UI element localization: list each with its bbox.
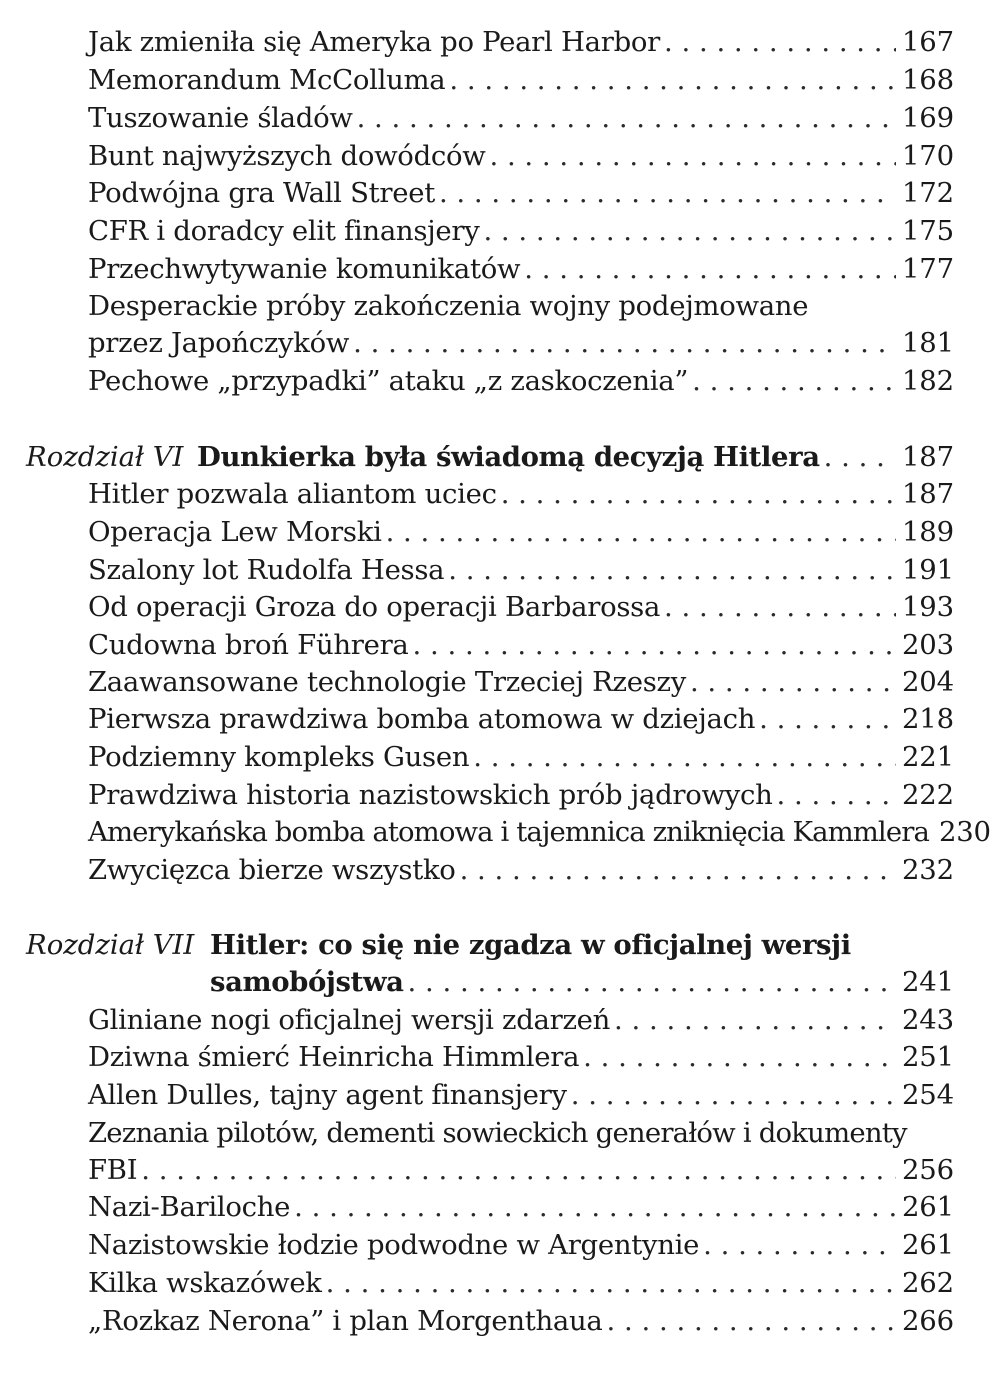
entry-page: 204	[902, 666, 954, 698]
entry-title: Nazi-Bariloche	[88, 1191, 291, 1223]
chapter-label: Rozdział VII	[26, 929, 195, 961]
toc-entry	[0, 61, 1008, 99]
entry-page: 218	[902, 703, 954, 735]
leader-dots	[524, 250, 896, 288]
entry-title: Podziemny kompleks Gusen	[88, 741, 470, 773]
entry-title-line2: przez Japończyków	[88, 327, 350, 359]
leader-dots	[664, 588, 896, 626]
toc-entry	[0, 588, 1008, 626]
entry-page: 266	[902, 1305, 954, 1337]
toc-entry	[0, 174, 1008, 212]
leader-dots	[614, 1001, 896, 1039]
chapter-page: 241	[902, 966, 954, 998]
entry-page: 221	[902, 741, 954, 773]
leader-dots	[489, 137, 896, 175]
chapter-title-line1: Hitler: co się nie zgadza w oficjalnej wersji	[210, 929, 851, 961]
entry-title-line1: Desperackie próby zakończenia wojny podejmowane	[88, 290, 809, 322]
toc-entry	[0, 513, 1008, 551]
toc-entry	[0, 23, 1008, 61]
entry-page: 256	[902, 1154, 954, 1186]
entry-page: 261	[902, 1229, 954, 1261]
entry-title: Szalony lot Rudolfa Hessa	[88, 554, 445, 586]
leader-dots	[824, 438, 896, 476]
leader-dots	[449, 61, 896, 99]
toc-entry	[0, 1226, 1008, 1264]
entry-title: „Rozkaz Nerona” i plan Morgenthaua	[88, 1305, 603, 1337]
toc-entry	[0, 362, 1008, 400]
leader-dots	[357, 99, 896, 137]
entry-page: 182	[902, 365, 954, 397]
entry-title: Pierwsza prawdziwa bomba atomowa w dziejach	[88, 703, 756, 735]
leader-dots	[448, 551, 896, 589]
toc-entry	[0, 738, 1008, 776]
toc-entry	[0, 1001, 1008, 1039]
leader-dots	[703, 1226, 896, 1264]
entry-title: Prawdziwa historia nazistowskich prób jądrowych	[88, 779, 773, 811]
entry-page: 203	[902, 629, 954, 661]
leader-dots	[777, 776, 897, 814]
entry-page: 262	[902, 1267, 954, 1299]
toc-entry	[0, 250, 1008, 288]
chapter-title: Dunkierka była świadomą decyzją Hitlera	[197, 441, 820, 473]
toc-entry	[0, 1302, 1008, 1340]
toc-entry-line1	[0, 1114, 1008, 1152]
entry-title: Pechowe „przypadki” ataku „z zaskoczenia”	[88, 365, 689, 397]
leader-dots	[294, 1188, 896, 1226]
entry-page: 230	[938, 816, 991, 848]
toc-entry	[0, 475, 1008, 513]
entry-page: 172	[902, 177, 954, 209]
leader-dots	[326, 1264, 896, 1302]
entry-page: 177	[902, 253, 954, 285]
entry-page: 189	[902, 516, 954, 548]
leader-dots	[690, 663, 896, 701]
leader-dots	[353, 324, 896, 362]
entry-page: 187	[902, 478, 954, 510]
entry-page: 222	[902, 779, 954, 811]
leader-dots	[607, 1302, 896, 1340]
entry-title: Operacja Lew Morski	[88, 516, 382, 548]
entry-title: Tuszowanie śladów	[88, 102, 353, 134]
entry-title: Memorandum McColluma	[88, 64, 446, 96]
entry-title: Bunt najwyższych dowódców	[88, 140, 486, 172]
leader-dots	[692, 362, 896, 400]
entry-page: 168	[902, 64, 954, 96]
toc-entry	[0, 626, 1008, 664]
entry-title: Od operacji Groza do operacji Barbarossa	[88, 591, 661, 623]
entry-title-line2: FBI	[88, 1154, 138, 1186]
entry-page: 251	[902, 1041, 954, 1073]
leader-dots	[583, 1038, 896, 1076]
leader-dots	[460, 851, 896, 889]
entry-page: 254	[902, 1079, 954, 1111]
entry-title: Allen Dulles, tajny agent finansjery	[88, 1079, 567, 1111]
entry-page: 175	[902, 215, 954, 247]
toc-entry-line1	[0, 287, 1008, 325]
leader-dots	[439, 174, 896, 212]
leader-dots	[141, 1151, 896, 1189]
toc-entry	[0, 663, 1008, 701]
toc-entry	[0, 1038, 1008, 1076]
entry-title: Amerykańska bomba atomowa i tajemnica zniknięcia Kammlera	[88, 816, 929, 848]
toc-entry	[0, 776, 1008, 814]
toc-entry	[0, 212, 1008, 250]
leader-dots	[408, 963, 896, 1001]
entry-title-line1: Zeznania pilotów, dementi sowieckich generałów i dokumenty	[88, 1117, 907, 1149]
entry-title: Kilka wskazówek	[88, 1267, 322, 1299]
entry-page: 181	[902, 327, 954, 359]
leader-dots	[473, 738, 896, 776]
toc-entry	[0, 813, 1008, 851]
toc-entry	[0, 851, 1008, 889]
leader-dots	[413, 626, 896, 664]
entry-page: 243	[902, 1004, 954, 1036]
chapter-heading	[0, 926, 1008, 964]
toc-entry	[0, 324, 1008, 362]
entry-title: Zaawansowane technologie Trzeciej Rzeszy	[88, 666, 686, 698]
toc-entry	[0, 137, 1008, 175]
entry-page: 169	[902, 102, 954, 134]
entry-title: Cudowna broń Führera	[88, 629, 409, 661]
entry-title: Podwójna gra Wall Street	[88, 177, 435, 209]
leader-dots	[386, 513, 896, 551]
chapter-title-line2: samobójstwa	[210, 966, 404, 998]
leader-dots	[571, 1076, 896, 1114]
entry-title: Nazistowskie łodzie podwodne w Argentynie	[88, 1229, 700, 1261]
entry-title: Przechwytywanie komunikatów	[88, 253, 521, 285]
leader-dots	[664, 23, 896, 61]
toc-entry	[0, 1151, 1008, 1189]
entry-title: CFR i doradcy elit finansjery	[88, 215, 480, 247]
entry-title: Zwycięzca bierze wszystko	[88, 854, 456, 886]
entry-page: 170	[902, 140, 954, 172]
toc-entry	[0, 1076, 1008, 1114]
leader-dots	[759, 700, 896, 738]
entry-page: 193	[902, 591, 954, 623]
leader-dots	[501, 475, 896, 513]
chapter-label: Rozdział VI	[26, 441, 184, 473]
entry-page: 232	[902, 854, 954, 886]
toc-entry	[0, 99, 1008, 137]
toc-entry	[0, 551, 1008, 589]
entry-page: 261	[902, 1191, 954, 1223]
leader-dots	[483, 212, 896, 250]
chapter-heading-line2	[0, 963, 1008, 1001]
entry-page: 167	[902, 26, 954, 58]
entry-page: 191	[902, 554, 954, 586]
entry-title: Hitler pozwala aliantom uciec	[88, 478, 497, 510]
entry-title: Jak zmieniła się Ameryka po Pearl Harbor	[88, 26, 660, 58]
toc-entry	[0, 1188, 1008, 1226]
toc-entry	[0, 1264, 1008, 1302]
entry-title: Gliniane nogi oficjalnej wersji zdarzeń	[88, 1004, 611, 1036]
chapter-heading	[0, 438, 1008, 476]
chapter-page: 187	[902, 441, 954, 473]
entry-title: Dziwna śmierć Heinricha Himmlera	[88, 1041, 580, 1073]
toc-entry	[0, 700, 1008, 738]
